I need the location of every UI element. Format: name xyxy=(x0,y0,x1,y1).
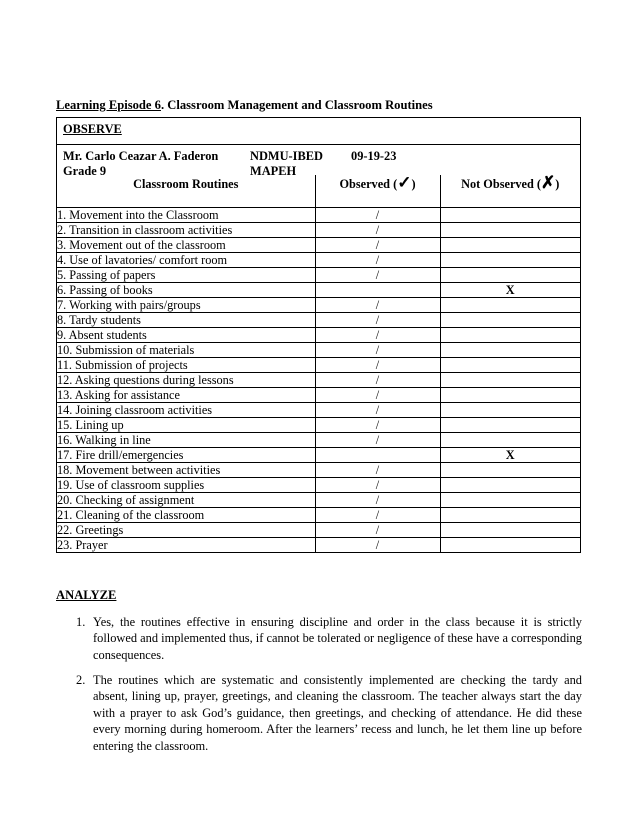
not-observed-mark xyxy=(440,478,580,493)
table-row xyxy=(57,538,580,553)
table-row xyxy=(57,223,580,238)
routine-label: 20. Checking of assignment xyxy=(57,493,315,508)
not-observed-mark xyxy=(440,208,580,223)
routine-label: 5. Passing of papers xyxy=(57,268,315,283)
not-observed-mark xyxy=(440,463,580,478)
observed-mark: / xyxy=(315,388,440,403)
routine-label: 19. Use of classroom supplies xyxy=(57,478,315,493)
observed-mark: / xyxy=(315,538,440,553)
observed-mark: / xyxy=(315,298,440,313)
observed-mark: / xyxy=(315,508,440,523)
routines-body xyxy=(57,208,580,553)
routine-label: 21. Cleaning of the classroom xyxy=(57,508,315,523)
school-subject xyxy=(250,149,323,179)
routine-label: 1. Movement into the Classroom xyxy=(57,208,315,223)
observed-mark: / xyxy=(315,313,440,328)
not-observed-mark xyxy=(440,298,580,313)
observed-mark xyxy=(315,283,440,298)
routine-label: 12. Asking questions during lessons xyxy=(57,373,315,388)
observed-mark: / xyxy=(315,223,440,238)
table-row xyxy=(57,508,580,523)
routine-label: 14. Joining classroom activities xyxy=(57,403,315,418)
not-observed-mark xyxy=(440,223,580,238)
answer-2 xyxy=(76,672,582,754)
table-row xyxy=(57,388,580,403)
not-observed-mark xyxy=(440,433,580,448)
not-observed-mark xyxy=(440,493,580,508)
not-observed-mark xyxy=(440,388,580,403)
observed-mark: / xyxy=(315,253,440,268)
observed-column-header: Observed (✓) xyxy=(315,175,440,208)
table-row xyxy=(57,463,580,478)
subject-name: MAPEH xyxy=(250,164,297,178)
not-observed-mark xyxy=(440,238,580,253)
routines-table xyxy=(57,175,580,552)
routine-label: 4. Use of lavatories/ comfort room xyxy=(57,253,315,268)
not-observed-mark xyxy=(440,358,580,373)
routine-label: 16. Walking in line xyxy=(57,433,315,448)
routine-label: 17. Fire drill/emergencies xyxy=(57,448,315,463)
not-observed-mark xyxy=(440,253,580,268)
table-row xyxy=(57,313,580,328)
table-row xyxy=(57,433,580,448)
not-observed-mark: X xyxy=(440,448,580,463)
not-observed-mark xyxy=(440,373,580,388)
not-observed-mark xyxy=(440,403,580,418)
school-name: NDMU-IBED xyxy=(250,149,323,163)
observed-mark: / xyxy=(315,358,440,373)
answer-text: The routines which are systematic and consistently implemented are checking the tardy and absent, lining up, prayer, greetings, and cleaning the classroom. The teacher always start the day with a prayer to ask God’s guidance, then greetings, and checking of attendance. He did these every morning during homeroom. After the learners’ recess and lunch, he let them line up before entering the classroom. xyxy=(93,673,582,753)
not-observed-mark xyxy=(440,538,580,553)
table-row xyxy=(57,403,580,418)
observed-mark: / xyxy=(315,478,440,493)
table-row xyxy=(57,523,580,538)
observed-mark: / xyxy=(315,328,440,343)
observed-mark: / xyxy=(315,403,440,418)
table-row xyxy=(57,478,580,493)
routines-column-header: Classroom Routines xyxy=(57,175,315,208)
not-observed-mark: X xyxy=(440,283,580,298)
routine-label: 22. Greetings xyxy=(57,523,315,538)
routines-header-row xyxy=(57,175,580,208)
observed-mark: / xyxy=(315,523,440,538)
table-row xyxy=(57,328,580,343)
check-icon: ✓ xyxy=(397,175,412,192)
table-row xyxy=(57,298,580,313)
routine-label: 9. Absent students xyxy=(57,328,315,343)
answer-1 xyxy=(76,614,582,663)
table-row xyxy=(57,238,580,253)
table-row xyxy=(57,253,580,268)
answer-number: 2. xyxy=(76,673,86,687)
grade-level: Grade 9 xyxy=(63,164,107,178)
observation-date: 09-19-23 xyxy=(351,149,397,163)
episode-subtitle: . Classroom Management and Classroom Routines xyxy=(160,98,433,112)
table-row xyxy=(57,493,580,508)
table-row xyxy=(57,358,580,373)
table-row xyxy=(57,343,580,358)
observed-mark: / xyxy=(315,433,440,448)
observed-mark: / xyxy=(315,343,440,358)
routine-label: 8. Tardy students xyxy=(57,313,315,328)
routine-label: 2. Transition in classroom activities xyxy=(57,223,315,238)
routine-label: 3. Movement out of the classroom xyxy=(57,238,315,253)
teacher-name: Mr. Carlo Ceazar A. Faderon xyxy=(63,149,219,163)
observe-heading: OBSERVE xyxy=(57,118,580,145)
answer-number: 1. xyxy=(76,615,86,629)
routine-label: 15. Lining up xyxy=(57,418,315,433)
observed-mark: / xyxy=(315,463,440,478)
not-observed-mark xyxy=(440,313,580,328)
routine-label: 10. Submission of materials xyxy=(57,343,315,358)
observed-mark: / xyxy=(315,418,440,433)
observed-mark: / xyxy=(315,238,440,253)
table-row xyxy=(57,448,580,463)
not-observed-mark xyxy=(440,523,580,538)
not-observed-mark xyxy=(440,508,580,523)
not-observed-mark xyxy=(440,343,580,358)
routine-label: 11. Submission of projects xyxy=(57,358,315,373)
table-row xyxy=(57,418,580,433)
answer-text: Yes, the routines effective in ensuring discipline and order in the class because it is strictly followed and implemented thus, if cannot be tolerated or negligence of these have a corresponding consequences. xyxy=(93,615,582,662)
routine-label: 6. Passing of books xyxy=(57,283,315,298)
not-observed-mark xyxy=(440,268,580,283)
table-row xyxy=(57,268,580,283)
observation-info xyxy=(57,145,580,178)
observed-mark: / xyxy=(315,373,440,388)
table-row xyxy=(57,208,580,223)
cross-icon: ✗ xyxy=(541,175,556,192)
routine-label: 18. Movement between activities xyxy=(57,463,315,478)
routine-label: 7. Working with pairs/groups xyxy=(57,298,315,313)
teacher-grade xyxy=(63,149,218,179)
analyze-heading: ANALYZE xyxy=(56,588,117,602)
episode-number: Learning Episode 6 xyxy=(56,98,161,112)
not-observed-column-header: Not Observed (✗) xyxy=(440,175,580,208)
table-row xyxy=(57,283,580,298)
observed-mark: / xyxy=(315,493,440,508)
not-observed-mark xyxy=(440,418,580,433)
not-observed-mark xyxy=(440,328,580,343)
episode-title xyxy=(56,98,596,113)
table-row xyxy=(57,373,580,388)
observe-box xyxy=(56,117,581,553)
observed-mark: / xyxy=(315,208,440,223)
routine-label: 13. Asking for assistance xyxy=(57,388,315,403)
observed-mark xyxy=(315,448,440,463)
routine-label: 23. Prayer xyxy=(57,538,315,553)
observed-mark: / xyxy=(315,268,440,283)
